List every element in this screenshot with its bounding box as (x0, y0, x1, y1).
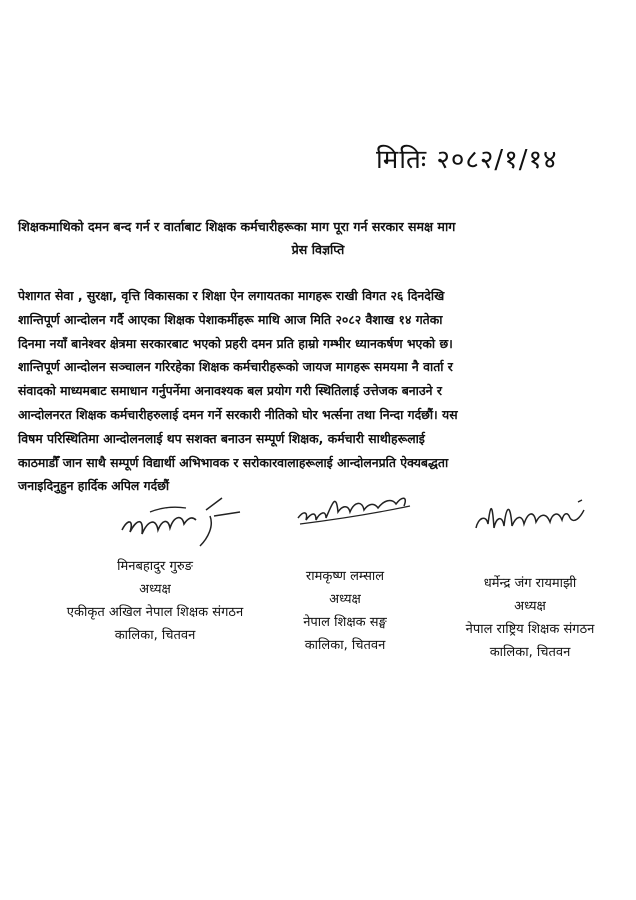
signatory-title: अध्यक्ष (329, 592, 361, 607)
body-line: काठमाडौँ जान साथै सम्पूर्ण विद्यार्थी अभिभावक र सरोकारवालाहरूलाई आन्दोलनप्रति ऐक्यबद्धता (18, 454, 449, 470)
signatory-place: कालिका, चितवन (114, 628, 196, 643)
signatory-name: रामकृष्ण लम्साल (305, 569, 385, 584)
signature-3 (466, 488, 596, 543)
signatory-1 (40, 555, 270, 647)
body-line: शान्तिपूर्ण आन्दोलन सञ्चालन गरिरहेका शिक्षक कर्मचारीहरूको जायज मागहरू समयमा नै वार्ता र (18, 359, 453, 375)
signatory-title: अध्यक्ष (139, 582, 171, 597)
signature-2 (292, 482, 422, 532)
signatory-place: कालिका, चितवन (489, 645, 571, 660)
body-line: आन्दोलनरत शिक्षक कर्मचारीहरुलाई दमन गर्ने सरकारी नीतिको घोर भर्त्सना तथा निन्दा गर्दछौं। यस (18, 406, 458, 422)
signatory-name: मिनबहादुर गुरुङ (117, 559, 193, 574)
body-line: संवादको माध्यमबाट समाधान गर्नुपर्नेमा अनावश्यक बल प्रयोग गरी स्थितिलाई उत्तेजक बनाउने र (18, 383, 442, 399)
signatory-place: कालिका, चितवन (304, 638, 386, 653)
body-line: दिनमा नयाँ बानेश्वर क्षेत्रमा सरकारबाट भएको प्रहरी दमन प्रति हाम्रो गम्भीर ध्यानकर्षण भएको छ। (18, 335, 453, 351)
body-line: विषम परिस्थितिमा आन्दोलनलाई थप सशक्त बनाउन सम्पूर्ण शिक्षक, कर्मचारी साथीहरूलाई (18, 430, 425, 446)
signatory-2 (270, 565, 420, 657)
signatory-3 (440, 572, 620, 664)
subject-heading: शिक्षकमाथिको दमन बन्द गर्न र वार्ताबाट शिक्षक कर्मचारीहरूका माग पूरा गर्न सरकार समक्ष माग (18, 219, 456, 234)
document-date: मितिः २०८२/१/१४ (376, 145, 558, 175)
press-release-heading: प्रेस विज्ञप्ति (291, 242, 345, 257)
signatory-organization: नेपाल राष्ट्रिय शिक्षक संगठन (465, 622, 595, 637)
body-line: पेशागत सेवा , सुरक्षा, वृत्ति विकासका र शिक्षा ऐन लगायतका मागहरू राखी विगत २६ दिनदेखि (18, 288, 445, 303)
signatory-title: अध्यक्ष (514, 599, 546, 614)
signatory-organization: एकीकृत अखिल नेपाल शिक्षक संगठन (66, 605, 244, 620)
body-line: जनाइदिनुहुन हार्दिक अपिल गर्दछौं (18, 478, 170, 494)
body-line: शान्तिपूर्ण आन्दोलन गर्दै आएका शिक्षक पेशाकर्मीहरू माथि आज मिति २०८२ वैशाख १४ गतेका (18, 311, 443, 327)
signatory-organization: नेपाल शिक्षक सङ्घ (303, 615, 387, 630)
press-release-body (18, 284, 624, 498)
signatory-name: धर्मेन्द्र जंग रायमाझी (483, 576, 577, 591)
signature-1 (110, 490, 250, 550)
